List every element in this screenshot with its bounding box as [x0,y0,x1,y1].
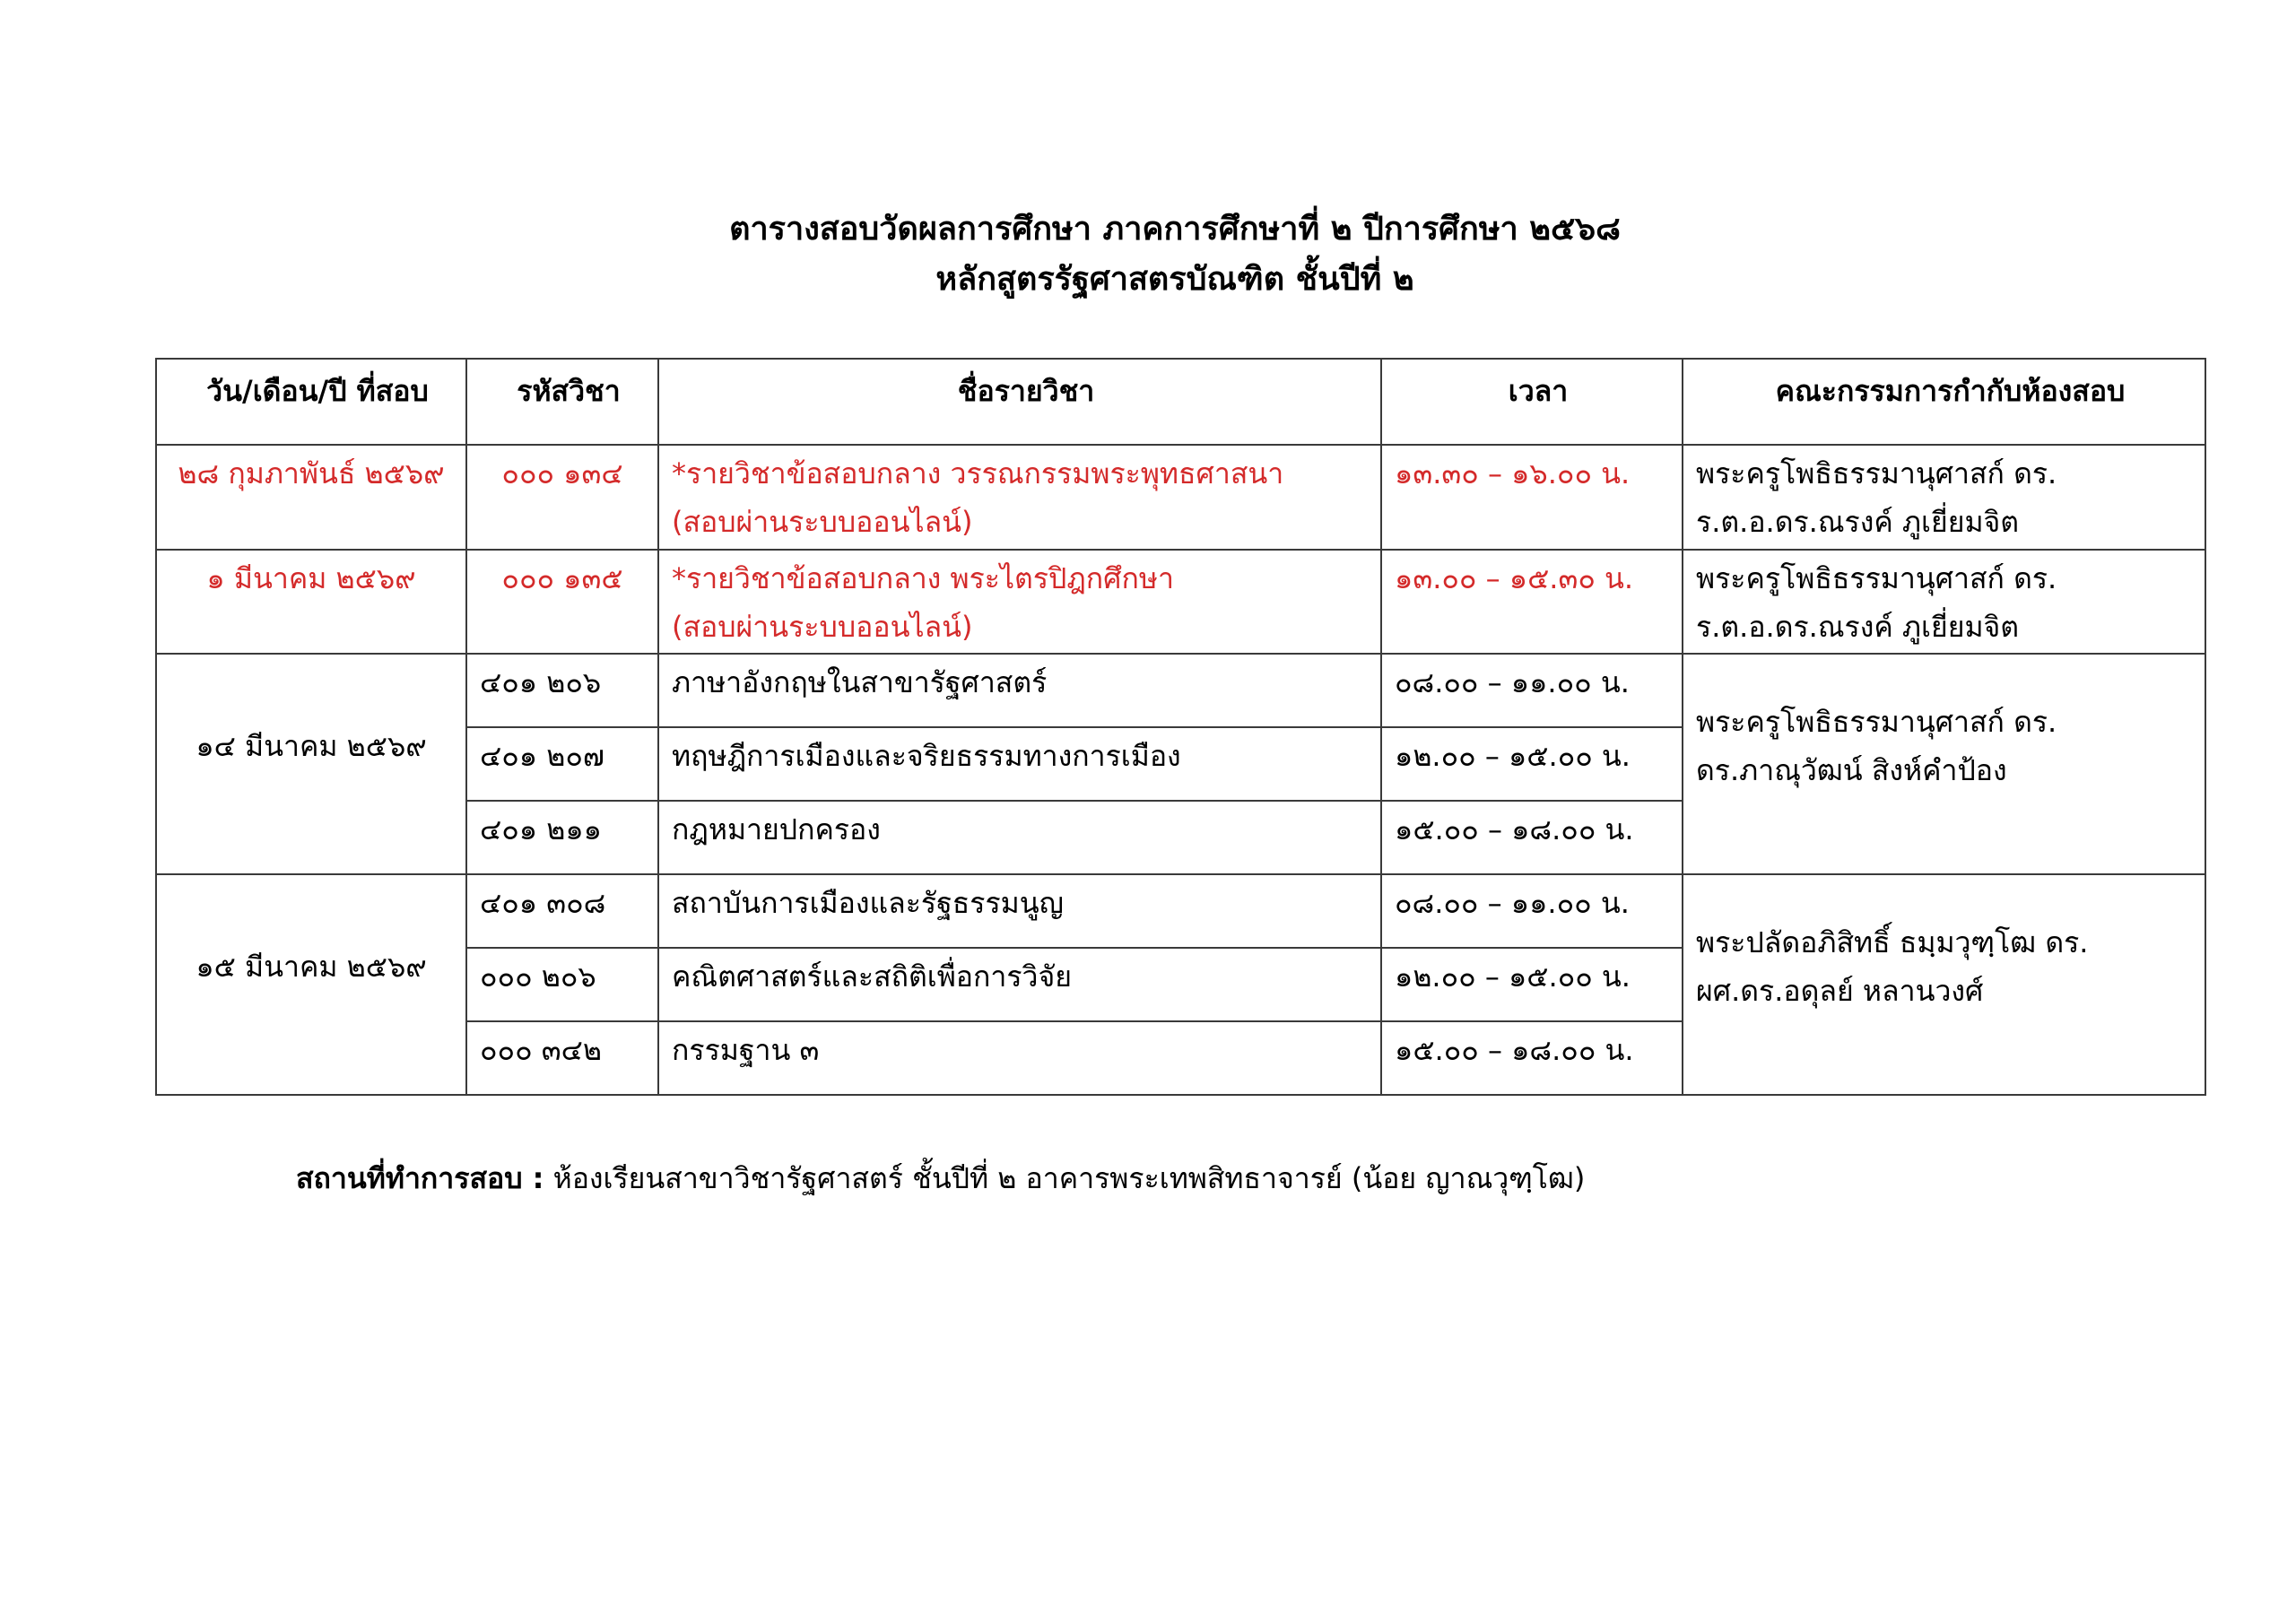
subject-name: กฎหมายปกครอง [658,801,1381,874]
committee-member: ดร.ภาณุวัฒน์ สิงห์คำป้อง [1696,753,2007,788]
committee-member: พระครูโพธิธรรมานุศาสก์ ดร. [1696,705,2057,740]
exam-time: ๑๕.๐๐ – ๑๘.๐๐ น. [1381,1021,1683,1095]
exam-note: (สอบผ่านระบบออนไลน์) [672,505,973,539]
exam-date: ๑ มีนาคม ๒๕๖๙ [156,550,466,655]
subject-name: ภาษาอังกฤษในสาขารัฐศาสตร์ [658,654,1381,727]
subject-name-cell [658,445,1381,550]
subject-code: ๔๐๑ ๓๐๘ [466,874,658,948]
exam-date: ๒๘ กุมภาพันธ์ ๒๕๖๙ [156,445,466,550]
group-date: ๑๔ มีนาคม ๒๕๖๙ [196,729,427,764]
exam-note: (สอบผ่านระบบออนไลน์) [672,609,973,644]
committee-member: ผศ.ดร.อดุลย์ หลานวงศ์ [1696,974,1984,1009]
committee-member: ร.ต.อ.ดร.ณรงค์ ภูเยี่ยมจิต [1696,609,2020,644]
table-header-row [156,359,2205,445]
subject-code: ๐๐๐ ๒๐๖ [466,948,658,1021]
header-code: รหัสวิชา [466,359,658,445]
header-name: ชื่อรายวิชา [658,359,1381,445]
subject-name: *รายวิชาข้อสอบกลาง พระไตรปิฎกศึกษา [672,560,1174,595]
title-line-1: ตารางสอบวัดผลการศึกษา ภาคการศึกษาที่ ๒ ปีการศึกษา ๒๕๖๘ [729,211,1621,247]
committee-cell [1683,445,2205,550]
exam-time: ๐๘.๐๐ – ๑๑.๐๐ น. [1381,654,1683,727]
exam-location [296,1159,1585,1198]
committee-cell [1683,654,2205,874]
exam-schedule-table [155,358,2206,1096]
subject-code: ๐๐๐ ๓๔๒ [466,1021,658,1095]
exam-time: ๑๓.๐๐ – ๑๕.๓๐ น. [1381,550,1683,655]
subject-code: ๐๐๐ ๑๓๔ [466,445,658,550]
subject-code: ๔๐๑ ๒๐๖ [466,654,658,727]
header-time: เวลา [1381,359,1683,445]
document-title [0,204,2296,305]
location-label: สถานที่ทำการสอบ : [296,1161,544,1195]
committee-cell [1683,874,2205,1095]
committee-cell [1683,550,2205,655]
subject-code: ๔๐๑ ๒๑๑ [466,801,658,874]
subject-name: *รายวิชาข้อสอบกลาง วรรณกรรมพระพุทธศาสนา [672,456,1284,490]
header-date: วัน/เดือน/ปี ที่สอบ [156,359,466,445]
table-row [156,550,2205,655]
committee-member: พระปลัดอภิสิทธิ์ ธมฺมวุฑฺโฒ ดร. [1696,925,2089,960]
header-committee: คณะกรรมการกำกับห้องสอบ [1683,359,2205,445]
subject-name: กรรมฐาน ๓ [658,1021,1381,1095]
group-date: ๑๕ มีนาคม ๒๕๖๙ [196,950,427,985]
exam-time: ๑๒.๐๐ – ๑๕.๐๐ น. [1381,727,1683,801]
subject-code: ๐๐๐ ๑๓๕ [466,550,658,655]
table-row [156,654,2205,727]
committee-member: ร.ต.อ.ดร.ณรงค์ ภูเยี่ยมจิต [1696,505,2020,539]
exam-time: ๑๒.๐๐ – ๑๕.๐๐ น. [1381,948,1683,1021]
location-value: ห้องเรียนสาขาวิชารัฐศาสตร์ ชั้นปีที่ ๒ อาคารพระเทพสิทธาจารย์ (น้อย ญาณวุฑฺโฒ) [552,1161,1586,1195]
committee-member: พระครูโพธิธรรมานุศาสก์ ดร. [1696,560,2057,595]
exam-date [156,654,466,874]
subject-name: สถาบันการเมืองและรัฐธรรมนูญ [658,874,1381,948]
exam-time: ๑๕.๐๐ – ๑๘.๐๐ น. [1381,801,1683,874]
exam-time: ๑๓.๓๐ – ๑๖.๐๐ น. [1381,445,1683,550]
exam-date [156,874,466,1095]
committee-member: พระครูโพธิธรรมานุศาสก์ ดร. [1696,456,2057,490]
table-row [156,445,2205,550]
subject-code: ๔๐๑ ๒๐๗ [466,727,658,801]
subject-name: คณิตศาสตร์และสถิติเพื่อการวิจัย [658,948,1381,1021]
subject-name: ทฤษฎีการเมืองและจริยธรรมทางการเมือง [658,727,1381,801]
title-line-2: หลักสูตรรัฐศาสตรบัณฑิต ชั้นปีที่ ๒ [935,261,1414,298]
subject-name-cell [658,550,1381,655]
table-row [156,874,2205,948]
exam-time: ๐๘.๐๐ – ๑๑.๐๐ น. [1381,874,1683,948]
